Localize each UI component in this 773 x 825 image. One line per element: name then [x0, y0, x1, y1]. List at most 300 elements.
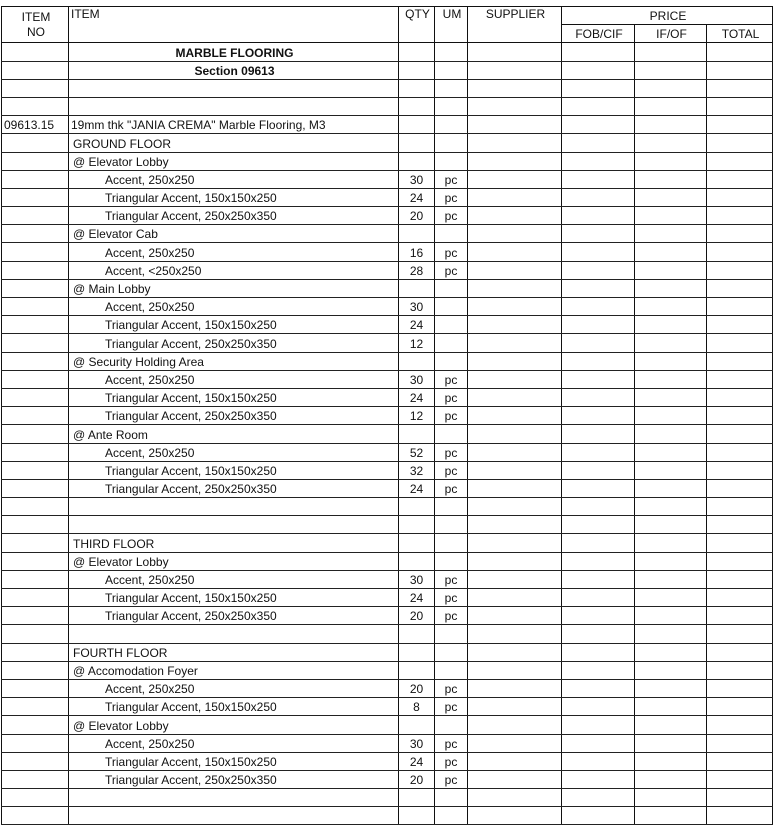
fob-cif-cell — [562, 79, 635, 97]
item-no-cell — [2, 152, 69, 170]
fob-cif-cell — [562, 316, 635, 334]
supplier-cell — [468, 570, 562, 588]
supplier-cell — [468, 698, 562, 716]
total-cell — [707, 188, 773, 206]
fob-cif-cell — [562, 461, 635, 479]
table-row — [2, 461, 773, 479]
qty-cell: 30 — [399, 570, 435, 588]
qty-cell — [399, 225, 435, 243]
fob-cif-cell — [562, 170, 635, 188]
if-of-cell — [635, 352, 707, 370]
um-cell — [435, 716, 468, 734]
item-description-cell: @ Accomodation Foyer — [69, 661, 399, 679]
item-no-cell — [2, 279, 69, 297]
supplier-cell — [468, 61, 562, 79]
supplier-cell — [468, 370, 562, 388]
if-of-cell — [635, 461, 707, 479]
qty-cell — [399, 61, 435, 79]
item-description-cell: GROUND FLOOR — [69, 134, 399, 152]
item-description-cell: @ Ante Room — [69, 425, 399, 443]
table-row — [2, 316, 773, 334]
item-description-cell: @ Elevator Lobby — [69, 152, 399, 170]
table-row — [2, 352, 773, 370]
item-description-cell: Triangular Accent, 150x150x250 — [69, 188, 399, 206]
qty-cell — [399, 552, 435, 570]
item-no-cell — [2, 298, 69, 316]
fob-cif-cell — [562, 643, 635, 661]
total-cell — [707, 61, 773, 79]
supplier-cell — [468, 443, 562, 461]
supplier-cell — [468, 752, 562, 770]
table-row — [2, 443, 773, 461]
fob-cif-cell — [562, 698, 635, 716]
qty-cell — [399, 425, 435, 443]
item-description-cell: Triangular Accent, 250x250x350 — [69, 607, 399, 625]
if-of-cell — [635, 388, 707, 406]
if-of-cell — [635, 116, 707, 134]
qty-cell: 24 — [399, 316, 435, 334]
table-row — [2, 243, 773, 261]
if-of-cell — [635, 207, 707, 225]
if-of-cell — [635, 61, 707, 79]
supplier-cell — [468, 43, 562, 61]
qty-cell — [399, 79, 435, 97]
um-cell: pc — [435, 243, 468, 261]
qty-cell — [399, 661, 435, 679]
if-of-cell — [635, 425, 707, 443]
qty-cell: 12 — [399, 407, 435, 425]
item-description-cell: @ Main Lobby — [69, 279, 399, 297]
um-cell — [435, 552, 468, 570]
total-cell — [707, 698, 773, 716]
total-cell — [707, 298, 773, 316]
qty-cell — [399, 625, 435, 643]
item-no-cell — [2, 479, 69, 497]
if-of-cell — [635, 607, 707, 625]
if-of-cell — [635, 752, 707, 770]
table-row — [2, 79, 773, 97]
item-no-cell — [2, 334, 69, 352]
um-cell: pc — [435, 607, 468, 625]
total-cell — [707, 589, 773, 607]
table-row — [2, 698, 773, 716]
supplier-cell — [468, 789, 562, 807]
qty-cell — [399, 352, 435, 370]
if-of-cell — [635, 298, 707, 316]
table-row — [2, 534, 773, 552]
supplier-cell — [468, 279, 562, 297]
total-cell — [707, 734, 773, 752]
item-no-cell — [2, 589, 69, 607]
item-no-cell — [2, 661, 69, 679]
um-cell: pc — [435, 261, 468, 279]
qty-cell: 24 — [399, 752, 435, 770]
if-of-cell — [635, 679, 707, 697]
table-row — [2, 607, 773, 625]
item-no-cell — [2, 443, 69, 461]
if-of-header: IF/OF — [635, 25, 707, 43]
qty-cell: 30 — [399, 370, 435, 388]
total-cell — [707, 152, 773, 170]
supplier-cell — [468, 734, 562, 752]
if-of-cell — [635, 443, 707, 461]
qty-cell — [399, 152, 435, 170]
fob-cif-cell — [562, 789, 635, 807]
fob-cif-cell — [562, 188, 635, 206]
supplier-cell — [468, 334, 562, 352]
if-of-cell — [635, 134, 707, 152]
if-of-cell — [635, 479, 707, 497]
supplier-cell — [468, 716, 562, 734]
item-description-cell — [69, 807, 399, 825]
item-description-cell: Accent, 250x250 — [69, 570, 399, 588]
item-description-cell — [69, 625, 399, 643]
supplier-cell — [468, 388, 562, 406]
supplier-cell — [468, 625, 562, 643]
total-cell — [707, 770, 773, 788]
fob-cif-cell — [562, 407, 635, 425]
item-no-cell — [2, 752, 69, 770]
total-cell — [707, 789, 773, 807]
qty-cell: 8 — [399, 698, 435, 716]
fob-cif-cell — [562, 716, 635, 734]
table-row — [2, 625, 773, 643]
total-cell — [707, 552, 773, 570]
table-row — [2, 207, 773, 225]
table-row — [2, 298, 773, 316]
um-cell — [435, 498, 468, 516]
qty-cell: 30 — [399, 298, 435, 316]
total-cell — [707, 207, 773, 225]
fob-cif-cell — [562, 679, 635, 697]
um-cell — [435, 516, 468, 534]
um-cell — [435, 807, 468, 825]
item-no-cell — [2, 461, 69, 479]
if-of-cell — [635, 698, 707, 716]
um-cell: pc — [435, 589, 468, 607]
supplier-cell — [468, 352, 562, 370]
total-cell — [707, 279, 773, 297]
fob-cif-cell — [562, 607, 635, 625]
item-description-cell — [69, 79, 399, 97]
table-row — [2, 407, 773, 425]
um-cell — [435, 298, 468, 316]
item-description-cell: Triangular Accent, 250x250x350 — [69, 207, 399, 225]
supplier-cell — [468, 643, 562, 661]
fob-cif-cell — [562, 225, 635, 243]
item-description-cell: Accent, 250x250 — [69, 370, 399, 388]
fob-cif-cell — [562, 134, 635, 152]
if-of-cell — [635, 152, 707, 170]
if-of-cell — [635, 498, 707, 516]
total-cell — [707, 225, 773, 243]
qty-cell: 30 — [399, 734, 435, 752]
total-cell — [707, 352, 773, 370]
total-header: TOTAL — [707, 25, 773, 43]
supplier-cell — [468, 425, 562, 443]
item-no-cell — [2, 570, 69, 588]
fob-cif-cell — [562, 97, 635, 115]
total-cell — [707, 461, 773, 479]
fob-cif-cell — [562, 43, 635, 61]
total-cell — [707, 134, 773, 152]
supplier-header: SUPPLIER — [468, 7, 562, 43]
qty-cell — [399, 716, 435, 734]
if-of-cell — [635, 43, 707, 61]
um-cell: pc — [435, 388, 468, 406]
qty-cell: 20 — [399, 207, 435, 225]
fob-cif-cell — [562, 498, 635, 516]
total-cell — [707, 425, 773, 443]
um-cell: pc — [435, 443, 468, 461]
um-cell — [435, 316, 468, 334]
total-cell — [707, 607, 773, 625]
qty-cell — [399, 807, 435, 825]
table-row — [2, 516, 773, 534]
item-no-cell — [2, 552, 69, 570]
um-cell — [435, 116, 468, 134]
total-cell — [707, 443, 773, 461]
item-no-header-line2: NO — [27, 24, 45, 39]
um-cell — [435, 352, 468, 370]
supplier-cell — [468, 116, 562, 134]
table-row — [2, 261, 773, 279]
um-header: UM — [435, 7, 468, 43]
fob-cif-cell — [562, 370, 635, 388]
um-cell: pc — [435, 461, 468, 479]
supplier-cell — [468, 552, 562, 570]
um-cell — [435, 334, 468, 352]
item-no-cell — [2, 534, 69, 552]
fob-cif-cell — [562, 770, 635, 788]
qty-cell — [399, 516, 435, 534]
um-cell: pc — [435, 698, 468, 716]
fob-cif-cell — [562, 243, 635, 261]
supplier-cell — [468, 225, 562, 243]
if-of-cell — [635, 552, 707, 570]
item-description-cell: Triangular Accent, 150x150x250 — [69, 461, 399, 479]
fob-cif-cell — [562, 807, 635, 825]
um-cell — [435, 625, 468, 643]
if-of-cell — [635, 534, 707, 552]
item-description-cell: Triangular Accent, 250x250x350 — [69, 770, 399, 788]
table-row — [2, 370, 773, 388]
fob-cif-cell — [562, 625, 635, 643]
total-cell — [707, 97, 773, 115]
um-cell — [435, 97, 468, 115]
item-no-cell — [2, 188, 69, 206]
if-of-cell — [635, 807, 707, 825]
if-of-cell — [635, 516, 707, 534]
item-header: ITEM — [69, 7, 399, 43]
table-row — [2, 425, 773, 443]
if-of-cell — [635, 279, 707, 297]
table-body — [2, 43, 773, 825]
fob-cif-cell — [562, 116, 635, 134]
qty-cell: 12 — [399, 334, 435, 352]
fob-cif-cell — [562, 298, 635, 316]
item-description-cell: @ Elevator Lobby — [69, 716, 399, 734]
table-row — [2, 479, 773, 497]
supplier-cell — [468, 607, 562, 625]
qty-cell — [399, 534, 435, 552]
header-row — [2, 7, 773, 25]
supplier-cell — [468, 534, 562, 552]
supplier-cell — [468, 152, 562, 170]
if-of-cell — [635, 716, 707, 734]
item-no-cell — [2, 734, 69, 752]
um-cell — [435, 279, 468, 297]
supplier-cell — [468, 661, 562, 679]
table-row — [2, 679, 773, 697]
supplier-cell — [468, 679, 562, 697]
table-row — [2, 734, 773, 752]
item-description-cell: @ Elevator Cab — [69, 225, 399, 243]
fob-cif-cell — [562, 589, 635, 607]
supplier-cell — [468, 261, 562, 279]
table-row — [2, 807, 773, 825]
qty-cell: 52 — [399, 443, 435, 461]
table-row — [2, 661, 773, 679]
if-of-cell — [635, 370, 707, 388]
if-of-cell — [635, 589, 707, 607]
total-cell — [707, 752, 773, 770]
total-cell — [707, 807, 773, 825]
item-no-cell — [2, 388, 69, 406]
um-cell — [435, 425, 468, 443]
boq-table — [1, 6, 773, 825]
fob-cif-cell — [562, 425, 635, 443]
supplier-cell — [468, 298, 562, 316]
um-cell — [435, 61, 468, 79]
item-no-cell — [2, 679, 69, 697]
um-cell — [435, 225, 468, 243]
item-description-cell: @ Elevator Lobby — [69, 552, 399, 570]
supplier-cell — [468, 589, 562, 607]
item-no-cell — [2, 607, 69, 625]
qty-cell: 16 — [399, 243, 435, 261]
total-cell — [707, 334, 773, 352]
um-cell — [435, 134, 468, 152]
qty-cell: 24 — [399, 388, 435, 406]
um-cell: pc — [435, 570, 468, 588]
item-description-cell: Accent, 250x250 — [69, 734, 399, 752]
total-cell — [707, 170, 773, 188]
item-no-cell: 09613.15 — [2, 116, 69, 134]
item-no-cell — [2, 643, 69, 661]
qty-cell: 30 — [399, 170, 435, 188]
supplier-cell — [468, 188, 562, 206]
qty-cell: 24 — [399, 188, 435, 206]
item-description-cell: Accent, 250x250 — [69, 679, 399, 697]
fob-cif-cell — [562, 279, 635, 297]
qty-cell — [399, 116, 435, 134]
qty-cell: 20 — [399, 679, 435, 697]
table-row — [2, 752, 773, 770]
table-row — [2, 225, 773, 243]
item-description-cell — [69, 789, 399, 807]
item-description-cell: Triangular Accent, 250x250x350 — [69, 334, 399, 352]
fob-cif-cell — [562, 516, 635, 534]
item-no-cell — [2, 698, 69, 716]
fob-cif-cell — [562, 207, 635, 225]
item-no-cell — [2, 716, 69, 734]
if-of-cell — [635, 261, 707, 279]
item-no-cell — [2, 516, 69, 534]
if-of-cell — [635, 570, 707, 588]
um-cell: pc — [435, 479, 468, 497]
item-description-cell: Triangular Accent, 250x250x350 — [69, 407, 399, 425]
qty-cell — [399, 498, 435, 516]
fob-cif-cell — [562, 734, 635, 752]
item-no-cell — [2, 425, 69, 443]
item-description-cell: Triangular Accent, 150x150x250 — [69, 589, 399, 607]
qty-cell — [399, 643, 435, 661]
if-of-cell — [635, 243, 707, 261]
fob-cif-cell — [562, 661, 635, 679]
um-cell — [435, 661, 468, 679]
total-cell — [707, 716, 773, 734]
total-cell — [707, 388, 773, 406]
total-cell — [707, 79, 773, 97]
item-description-cell — [69, 97, 399, 115]
total-cell — [707, 370, 773, 388]
price-header: PRICE — [562, 7, 773, 25]
table-row — [2, 334, 773, 352]
item-no-cell — [2, 352, 69, 370]
item-description-cell: Accent, 250x250 — [69, 298, 399, 316]
um-cell: pc — [435, 170, 468, 188]
table-row — [2, 97, 773, 115]
fob-cif-cell — [562, 443, 635, 461]
supplier-cell — [468, 243, 562, 261]
qty-cell — [399, 43, 435, 61]
total-cell — [707, 243, 773, 261]
total-cell — [707, 116, 773, 134]
fob-cif-cell — [562, 388, 635, 406]
item-description-cell: Triangular Accent, 150x150x250 — [69, 316, 399, 334]
table-row — [2, 116, 773, 134]
qty-cell — [399, 134, 435, 152]
supplier-cell — [468, 807, 562, 825]
total-cell — [707, 534, 773, 552]
item-no-cell — [2, 97, 69, 115]
item-no-header-line1: ITEM — [21, 9, 51, 24]
total-cell — [707, 498, 773, 516]
if-of-cell — [635, 97, 707, 115]
item-no-cell — [2, 498, 69, 516]
total-cell — [707, 407, 773, 425]
item-description-cell: FOURTH FLOOR — [69, 643, 399, 661]
table-row — [2, 643, 773, 661]
supplier-cell — [468, 407, 562, 425]
if-of-cell — [635, 225, 707, 243]
item-description-cell: Accent, <250x250 — [69, 261, 399, 279]
um-cell: pc — [435, 734, 468, 752]
table-row — [2, 188, 773, 206]
qty-cell: 20 — [399, 607, 435, 625]
if-of-cell — [635, 334, 707, 352]
item-no-cell — [2, 243, 69, 261]
total-cell — [707, 661, 773, 679]
item-no-cell — [2, 61, 69, 79]
if-of-cell — [635, 643, 707, 661]
fob-cif-cell — [562, 261, 635, 279]
item-no-cell — [2, 225, 69, 243]
qty-cell: 20 — [399, 770, 435, 788]
um-cell — [435, 789, 468, 807]
qty-header: QTY — [399, 7, 435, 43]
